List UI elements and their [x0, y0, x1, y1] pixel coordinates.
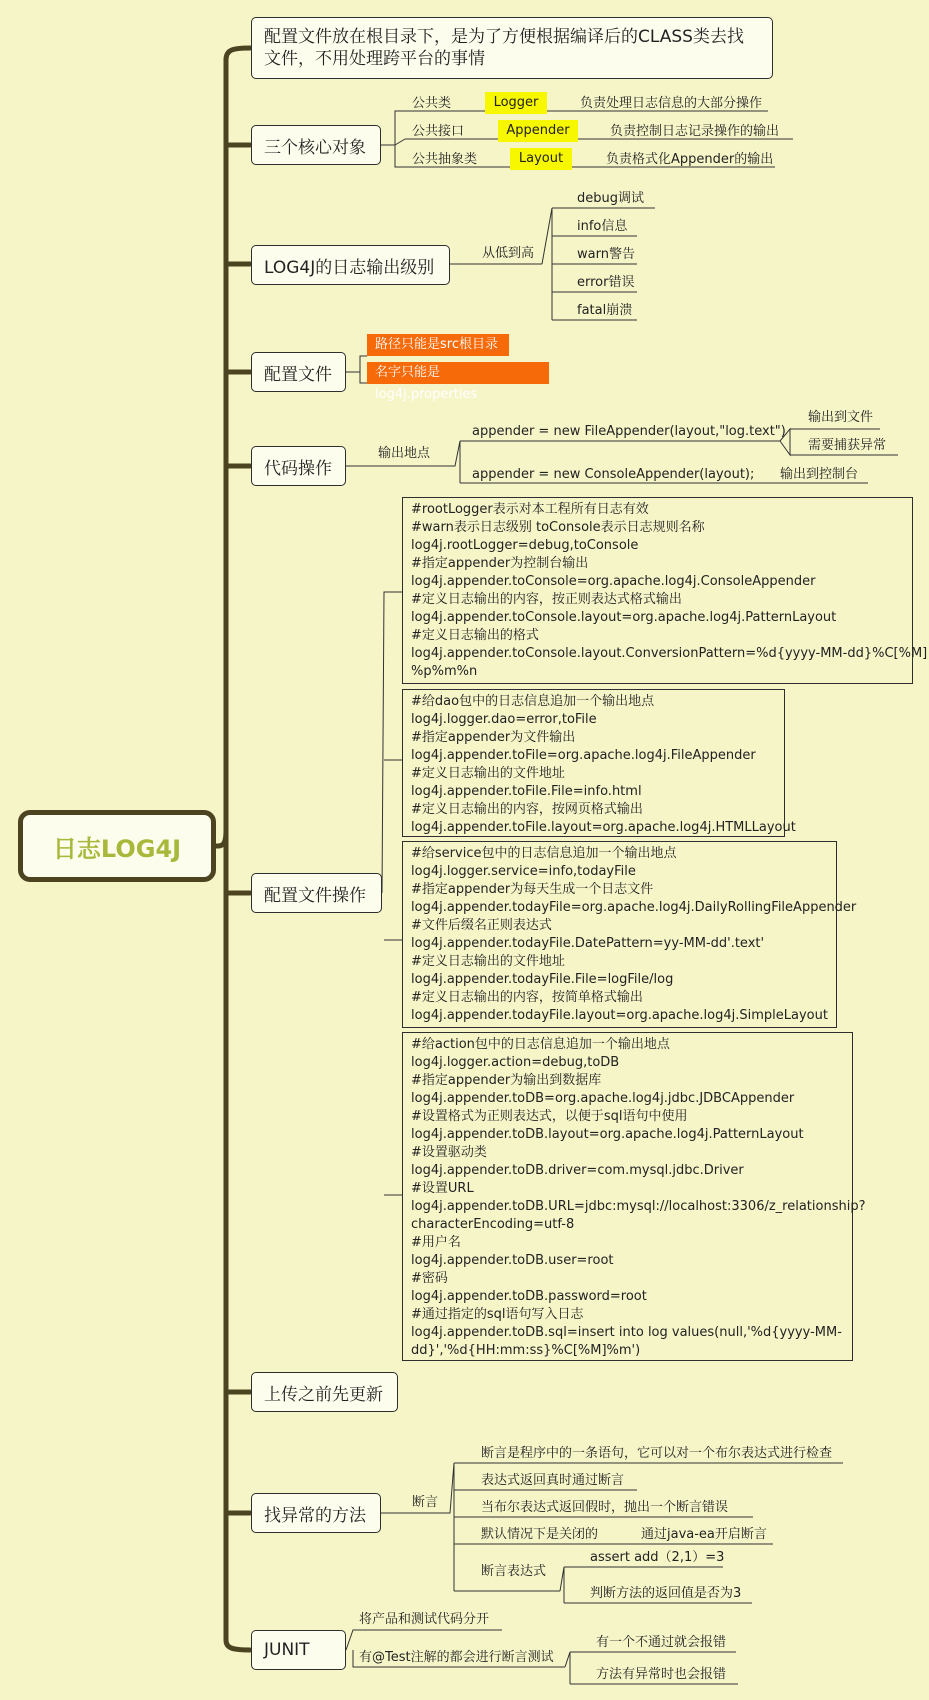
level-error[interactable]: error错误: [577, 275, 635, 290]
topic-config-ops[interactable]: 配置文件操作: [251, 873, 382, 913]
config-block-root[interactable]: #rootLogger表示对本工程所有日志有效 #warn表示日志级别 toConsole表示日志规则名称 log4j.rootLogger=debug,toConsole #指定appender为控制台输出 log4j.appender.toConsole=org.apache.log4j.ConsoleAppender #定义日志输出的内容，按正则表达式格式输出 log4j.appender.toConsole.layout=org.apache.log4j.PatternLayout #定义日志输出的格式 log4j.appender.toConsole.layout.ConversionPattern=%d{yyyy-MM-dd}%C[%M] %p%m%n: [402, 497, 913, 684]
assert-expression[interactable]: 断言表达式: [481, 1564, 547, 1579]
central-topic[interactable]: 日志LOG4J: [18, 810, 216, 882]
code-file-catch[interactable]: 需要捕获异常: [808, 438, 887, 453]
assert-default-off[interactable]: 默认情况下是关闭的: [481, 1527, 599, 1542]
config-block-action[interactable]: #给action包中的日志信息追加一个输出地点 log4j.logger.action=debug,toDB #指定appender为输出到数据库 log4j.appender.toDB=org.apache.log4j.jdbc.JDBCAppender #设置格式为正则表达式，以便于sql语句中使用 log4j.appender.toDB.layout=org.apache.log4j.PatternLayout #设置驱动类 log4j.appender.toDB.driver=com.mysql.jdbc.Driver #设置URL log4j.appender.toDB.URL=jdbc:mysql://localhost:3306/z_relationship? characterEncoding=utf-8 #用户名 log4j.appender.toDB.user=root #密码 log4j.appender.toDB.password=root #通过指定的sql语句写入日志 log4j.appender.toDB.sql=insert into log values(null,'%d{yyyy-MM- dd}','%d{HH:mm:ss}%C[%M]%m'): [402, 1032, 853, 1361]
code-file-appender[interactable]: appender = new FileAppender(layout,"log.text"): [472, 424, 786, 439]
core-appender[interactable]: Appender: [498, 120, 578, 142]
core-logger-desc[interactable]: 负责处理日志信息的大部分操作: [580, 96, 763, 111]
levels-order[interactable]: 从低到高: [482, 246, 535, 261]
code-output-label[interactable]: 输出地点: [378, 446, 431, 461]
junit-exception[interactable]: 方法有异常时也会报错: [596, 1667, 727, 1682]
level-debug[interactable]: debug调试: [577, 191, 644, 206]
assert-example-desc[interactable]: 判断方法的返回值是否为3: [590, 1586, 742, 1601]
level-fatal[interactable]: fatal崩溃: [577, 303, 633, 318]
topic-config-file[interactable]: 配置文件: [251, 352, 346, 392]
topic-log-levels[interactable]: LOG4J的日志输出级别: [251, 245, 450, 285]
level-warn[interactable]: warn警告: [577, 247, 635, 262]
code-console-out[interactable]: 输出到控制台: [780, 467, 859, 482]
topic-update-upload[interactable]: 上传之前先更新: [251, 1372, 398, 1412]
trunk-line: [216, 48, 250, 846]
assert-true-pass[interactable]: 表达式返回真时通过断言: [481, 1473, 625, 1488]
level-info[interactable]: info信息: [577, 219, 628, 234]
assert-definition[interactable]: 断言是程序中的一条语句，它可以对一个布尔表达式进行检查: [481, 1446, 833, 1461]
junit-separate[interactable]: 将产品和测试代码分开: [359, 1612, 490, 1627]
config-path-note[interactable]: 路径只能是src根目录: [367, 334, 509, 356]
code-console-appender[interactable]: appender = new ConsoleAppender(layout);: [472, 467, 755, 482]
topic-find-exceptions[interactable]: 找异常的方法: [251, 1493, 381, 1533]
core-kind-class[interactable]: 公共类: [412, 96, 452, 111]
core-layout-desc[interactable]: 负责格式化Appender的输出: [606, 152, 774, 167]
assert-enable[interactable]: 通过java-ea开启断言: [641, 1527, 767, 1542]
core-layout[interactable]: Layout: [510, 148, 572, 170]
core-appender-desc[interactable]: 负责控制日志记录操作的输出: [610, 124, 780, 139]
core-logger[interactable]: Logger: [485, 92, 547, 114]
core-kind-interface[interactable]: 公共接口: [412, 124, 465, 139]
assert-label[interactable]: 断言: [412, 1495, 439, 1510]
junit-fail-one[interactable]: 有一个不通过就会报错: [596, 1635, 727, 1650]
config-block-dao[interactable]: #给dao包中的日志信息追加一个输出地点 log4j.logger.dao=error,toFile #指定appender为文件输出 log4j.appender.toFile=org.apache.log4j.FileAppender #定义日志输出的文件地址 log4j.appender.toFile.File=info.html #定义日志输出的内容，按网页格式输出 log4j.appender.toFile.layout=org.apache.log4j.HTMLLayout: [402, 689, 785, 837]
topic-junit[interactable]: JUNIT: [251, 1630, 346, 1670]
assert-example[interactable]: assert add（2,1）=3: [590, 1550, 725, 1565]
code-file-out[interactable]: 输出到文件: [808, 410, 874, 425]
topic-code-ops[interactable]: 代码操作: [251, 446, 346, 486]
topic-core-objects[interactable]: 三个核心对象: [251, 125, 381, 165]
config-name-note[interactable]: 名字只能是log4j.properties: [367, 362, 549, 384]
junit-annotation[interactable]: 有@Test注解的都会进行断言测试: [359, 1650, 554, 1665]
core-kind-abstract[interactable]: 公共抽象类: [412, 152, 478, 167]
topic-config-root[interactable]: 配置文件放在根目录下，是为了方便根据编译后的CLASS类去找文件，不用处理跨平台的事情: [251, 17, 773, 79]
config-block-service[interactable]: #给service包中的日志信息追加一个输出地点 log4j.logger.service=info,todayFile #指定appender为每天生成一个日志文件 log4j.appender.todayFile=org.apache.log4j.DailyRollingFileAppender #文件后缀名正则表达式 log4j.appender.todayFile.DatePattern=yy-MM-dd'.text' #定义日志输出的文件地址 log4j.appender.todayFile.File=logFile/log #定义日志输出的内容，按简单格式输出 log4j.appender.todayFile.layout=org.apache.log4j.SimpleLayout: [402, 841, 837, 1028]
assert-false-error[interactable]: 当布尔表达式返回假时，抛出一个断言错误: [481, 1500, 729, 1515]
trunk-line-lower: [226, 830, 250, 1650]
